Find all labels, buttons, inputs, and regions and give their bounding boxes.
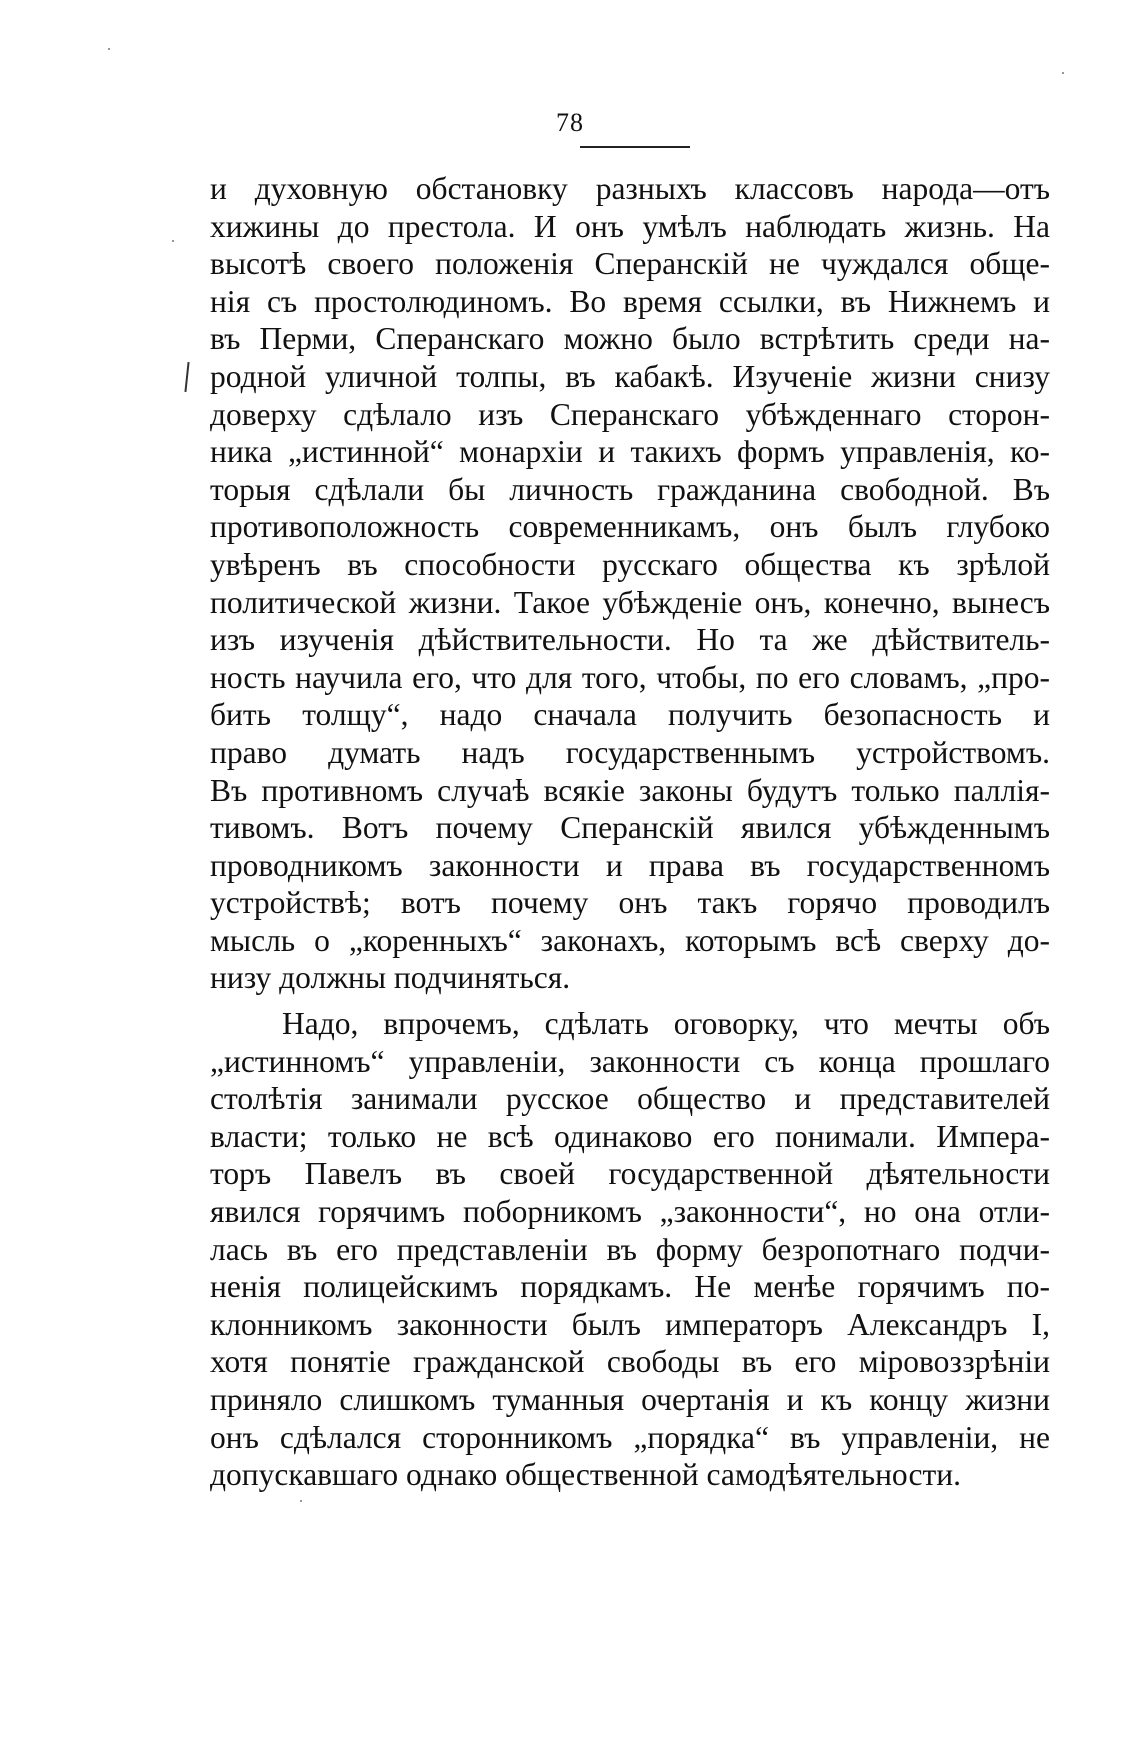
scan-speck: [1062, 72, 1064, 74]
scan-speck: [172, 240, 174, 242]
text-line: лась въ его представленіи въ форму безропотнаго подчи-: [210, 1231, 1050, 1267]
text-line: торыя сдѣлали бы личность гражданина свободной. Въ: [210, 471, 1050, 507]
scan-speck: [300, 1500, 302, 1502]
text-line: высотѣ своего положенія Сперанскій не чуждался обще-: [210, 246, 1050, 282]
text-line: проводникомъ законности и права въ государственномъ: [210, 847, 1050, 883]
text-line: мысль о „коренныхъ“ законахъ, которымъ всѣ сверху до-: [210, 922, 1050, 958]
text-line: власти; только не всѣ одинаково его понимали. Импера-: [210, 1118, 1050, 1154]
text-line: допускавшаго однако общественной самодѣятельности.: [210, 1457, 961, 1493]
text-line: политической жизни. Такое убѣжденіе онъ, конечно, вынесъ: [210, 584, 1050, 620]
text-line: ность научила его, что для того, чтобы, по его словамъ, „про-: [210, 659, 1050, 695]
margin-mark: [184, 362, 189, 392]
paragraph-gap: [210, 997, 1050, 1005]
text-line: онъ сдѣлался сторонникомъ „порядка“ въ управленіи, не: [210, 1419, 1050, 1455]
text-line: ника „истинной“ монархіи и такихъ формъ управленія, ко-: [210, 434, 1050, 470]
text-line: родной уличной толпы, въ кабакѣ. Изученіе жизни снизу: [210, 358, 1050, 394]
page-number-rule: [580, 146, 690, 148]
text-line: явился горячимъ поборникомъ „законности“, но она отли-: [210, 1194, 1050, 1230]
text-line: хотя понятіе гражданской свободы въ его міровоззрѣніи: [210, 1344, 1050, 1380]
text-line: торъ Павелъ въ своей государственной дѣятельности: [210, 1156, 1050, 1192]
text-line: право думать надъ государственнымъ устройствомъ.: [210, 734, 1050, 770]
text-line: хижины до престола. И онъ умѣлъ наблюдать жизнь. На: [210, 208, 1050, 244]
text-line: низу должны подчиняться.: [210, 960, 571, 996]
text-line: Въ противномъ случаѣ всякіе законы будутъ только паллія-: [210, 772, 1050, 808]
paragraph: [210, 1005, 1050, 1494]
text-line: тивомъ. Вотъ почему Сперанскій явился убѣжденнымъ: [210, 810, 1050, 846]
text-line: доверху сдѣлало изъ Сперанскаго убѣжденнаго сторон-: [210, 396, 1050, 432]
scan-speck: [108, 48, 110, 50]
paragraph: [210, 170, 1050, 997]
text-line: изъ изученія дѣйствительности. Но та же дѣйствитель-: [210, 622, 1050, 658]
text-line: увѣренъ въ способности русскаго общества къ зрѣлой: [210, 546, 1050, 582]
text-line: клонникомъ законности былъ императоръ Александръ I,: [210, 1306, 1050, 1342]
text-line: ненія полицейскимъ порядкамъ. Не менѣе горячимъ по-: [210, 1269, 1050, 1305]
text-line: бить толщу“, надо сначала получить безопасность и: [210, 697, 1050, 733]
text-line: „истинномъ“ управленіи, законности съ конца прошлаго: [210, 1043, 1050, 1079]
page-number: 78: [556, 108, 584, 137]
text-line: и духовную обстановку разныхъ классовъ народа—отъ: [210, 171, 1050, 206]
text-line: столѣтія занимали русское общество и представителей: [210, 1081, 1050, 1117]
text-line: устройствѣ; вотъ почему онъ такъ горячо проводилъ: [210, 885, 1050, 921]
text-block: [210, 170, 1050, 1494]
text-line: въ Перми, Сперанскаго можно было встрѣтить среди на-: [210, 321, 1050, 357]
text-line: приняло слишкомъ туманныя очертанія и къ концу жизни: [210, 1382, 1050, 1417]
text-line: Надо, впрочемъ, сдѣлать оговорку, что мечты объ: [282, 1006, 1050, 1042]
text-line: нія съ простолюдиномъ. Во время ссылки, въ Нижнемъ и: [210, 283, 1050, 319]
text-line: противоположность современникамъ, онъ былъ глубоко: [210, 509, 1050, 545]
